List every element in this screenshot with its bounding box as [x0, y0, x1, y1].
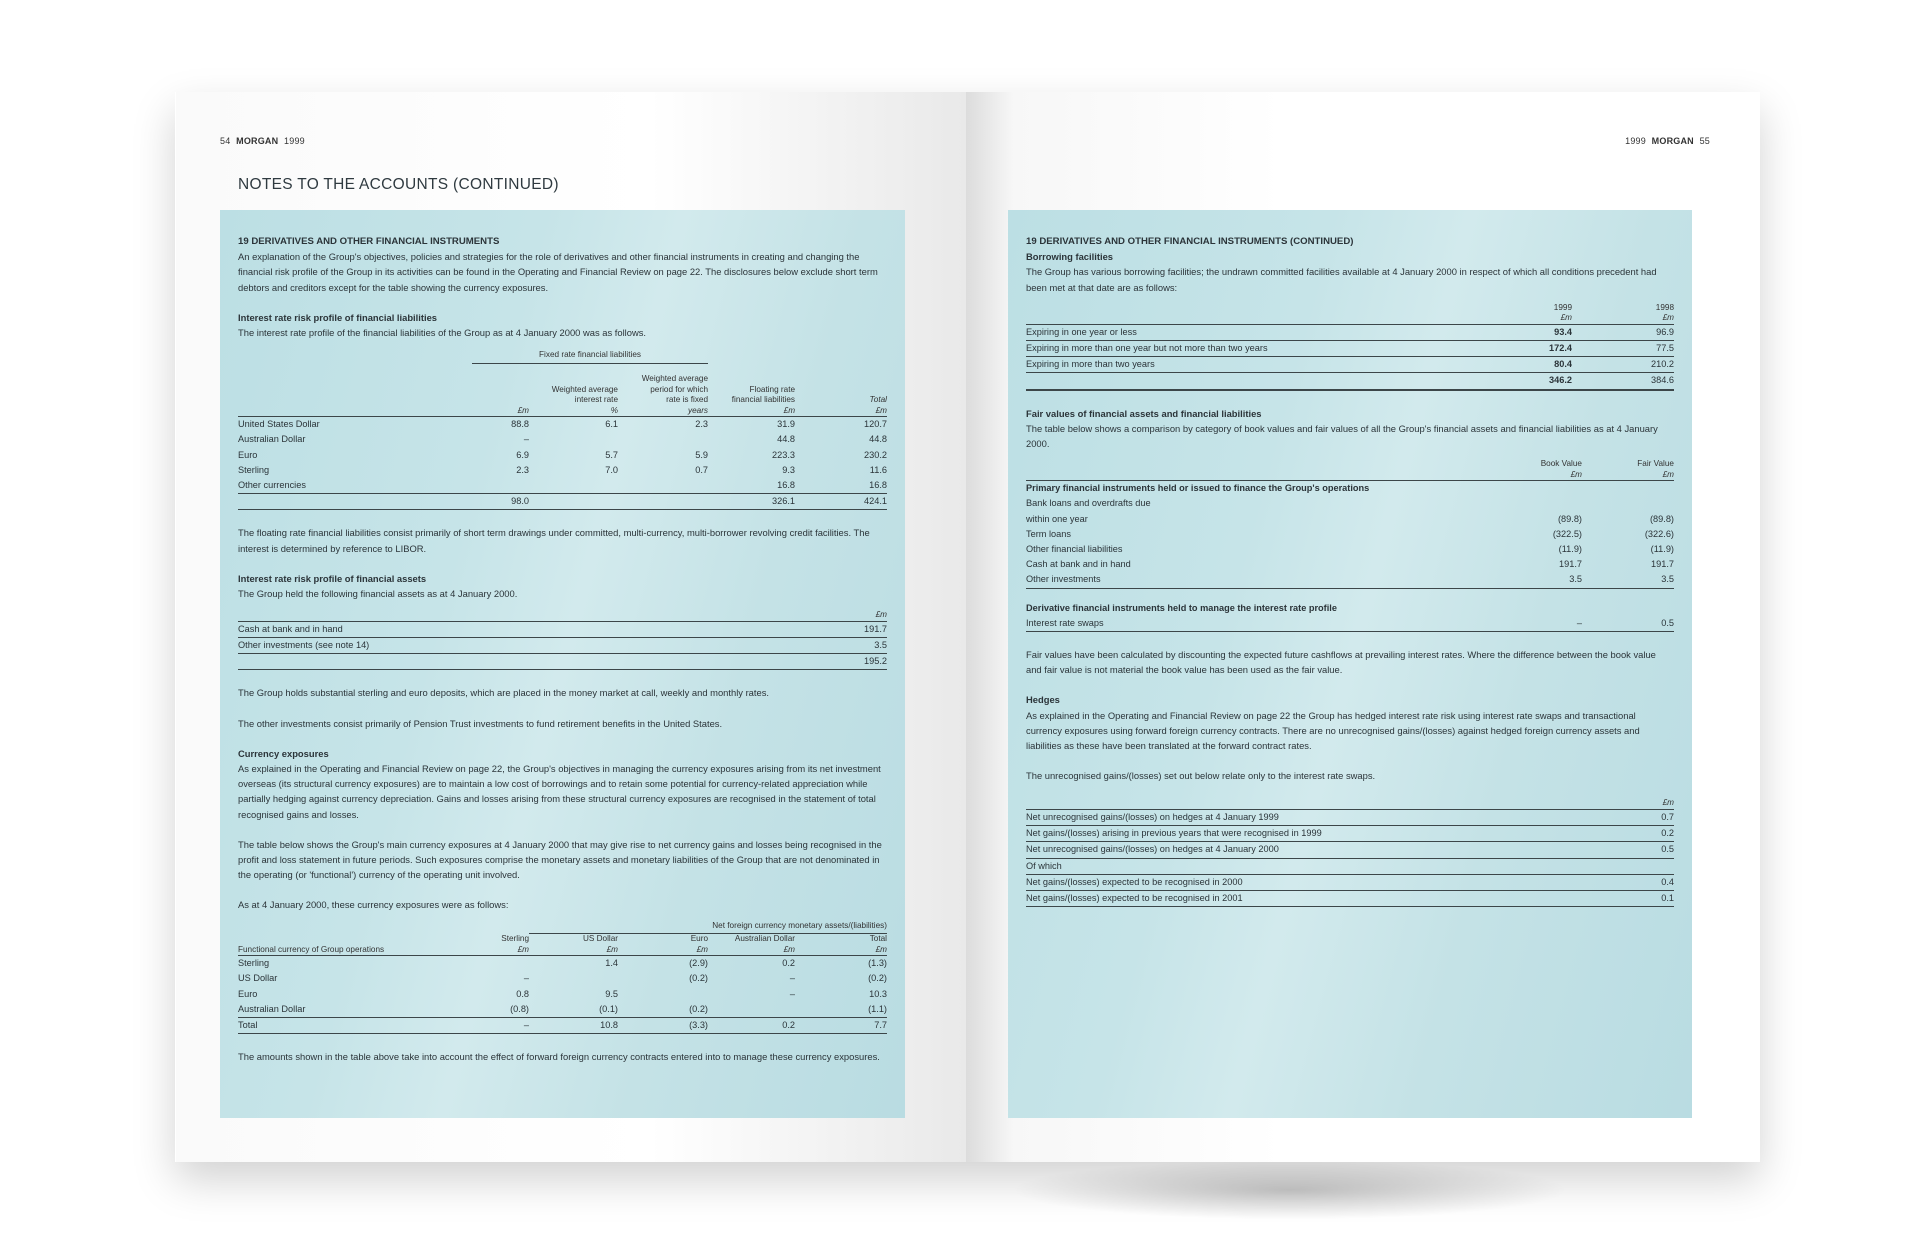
liabilities-table — [238, 350, 887, 510]
currency-body — [238, 956, 887, 1034]
book-value: (322.5) — [1552, 528, 1582, 539]
liabilities-header-row — [238, 363, 887, 417]
borrowing-total-row — [1026, 373, 1674, 390]
gains-value: 0.5 — [1661, 844, 1674, 855]
report-year: 1999 — [1625, 136, 1646, 146]
gains-unit: £m — [1662, 798, 1674, 808]
assets-row — [238, 637, 887, 653]
currency-value — [708, 1002, 795, 1018]
liabilities-value — [529, 478, 618, 494]
currency-label: United States Dollar — [238, 419, 320, 430]
liabilities-value: 44.8 — [869, 434, 887, 445]
borrowing-column-header: 1998 £m — [1655, 302, 1674, 323]
asset-value: 191.7 — [864, 623, 887, 634]
fair-values-row — [1026, 542, 1674, 557]
currency-row — [238, 1002, 887, 1018]
liabilities-value: 5.7 — [605, 449, 618, 460]
functional-currency-label: Sterling — [238, 958, 270, 969]
report-year: 1999 — [284, 136, 305, 146]
fair-values-label: Other financial liabilities — [1026, 544, 1123, 555]
borrowing-intro: The Group has various borrowing facilities; the undrawn committed facilities available at 4 January 2000 in respect of which all conditions precedent had been met at that date are as follows: — [1026, 266, 1657, 293]
liabilities-value: 7.0 — [605, 464, 618, 475]
of-which-row — [1026, 874, 1674, 890]
currency-header-row — [238, 934, 887, 956]
fair-values-label: Cash at bank and in hand — [1026, 559, 1131, 570]
liabilities-intro: The interest rate profile of the financial liabilities of the Group as at 4 January 2000 was as follows. — [238, 327, 647, 339]
fair-value: (89.8) — [1649, 513, 1674, 524]
notes-content — [238, 234, 887, 1064]
liabilities-total-row — [238, 494, 887, 510]
liabilities-value: 5.9 — [695, 449, 709, 460]
currency-column-header: US Dollar £m — [529, 934, 618, 956]
hedges-heading: Hedges — [1026, 694, 1060, 706]
derivative-body — [1026, 616, 1674, 632]
liabilities-column-header: £m — [472, 363, 529, 417]
assets-table — [238, 610, 887, 670]
deposits-note: The Group holds substantial sterling and euro deposits, which are placed in the money market at call, weekly and monthly rates. — [238, 687, 770, 699]
floating-rate-note: The floating rate financial liabilities consist primarily of short term drawings under committed, multi-currency, multi-borrower revolving credit facilities. The interest is determined by reference to LIBOR. — [238, 527, 870, 554]
currency-paragraph-3: As at 4 January 2000, these currency exposures were as follows: — [238, 899, 509, 911]
fair-values-column-header: Book Value £m — [1540, 459, 1582, 479]
borrowing-column-header: 1999 £m — [1553, 302, 1572, 323]
currency-total-row — [238, 1017, 887, 1033]
currency-total-value: 7.7 — [874, 1019, 887, 1030]
fair-values-row — [1026, 527, 1674, 542]
functional-currency-label: Australian Dollar — [238, 1003, 306, 1014]
liabilities-row — [238, 463, 887, 478]
running-head-right — [1625, 136, 1710, 146]
liabilities-value: 2.3 — [695, 419, 709, 430]
currency-label: Other currencies — [238, 480, 306, 491]
currency-group-header: Net foreign currency monetary assets/(liabilities) — [529, 921, 887, 934]
currency-value: – — [523, 973, 529, 984]
currency-column-header: Sterling £m — [472, 934, 529, 956]
currency-value — [618, 987, 708, 1002]
fair-values-header-row — [1026, 459, 1674, 481]
fair-values-column-header: Fair Value £m — [1637, 459, 1674, 479]
currency-label: Sterling — [238, 464, 270, 475]
borrowing-table — [1026, 303, 1674, 391]
investments-note: The other investments consist primarily of Pension Trust investments to fund retirement benefits in the United States. — [238, 717, 723, 729]
gains-row — [1026, 826, 1674, 842]
gains-value: 0.2 — [1661, 828, 1674, 839]
derivative-instruments-heading: Derivative financial instruments held to manage the interest rate profile — [1026, 602, 1337, 613]
currency-value: 9.5 — [605, 988, 618, 999]
book-value: (89.8) — [1557, 513, 1582, 524]
liabilities-value — [472, 478, 529, 494]
of-which-row — [1026, 891, 1674, 907]
liabilities-value: – — [523, 434, 529, 445]
borrowing-header-row — [1026, 303, 1674, 325]
book-value: – — [1576, 617, 1582, 628]
liabilities-column-header: Floating rate financial liabilities £m — [708, 363, 795, 417]
currency-total-value: (3.3) — [689, 1019, 708, 1030]
notes-content-continued — [1026, 234, 1674, 907]
liabilities-column-header: Total £m — [795, 363, 887, 417]
currency-label: Australian Dollar — [238, 434, 306, 445]
fair-values-table — [1026, 459, 1674, 632]
fair-values-body — [1026, 496, 1674, 588]
closing-note: The amounts shown in the table above take into account the effect of forward foreign currency contracts entered into to manage these currency exposures. — [238, 1051, 880, 1063]
liabilities-value — [618, 432, 708, 447]
gains-row — [1026, 842, 1674, 858]
assets-unit: £m — [875, 610, 887, 620]
gains-label: Net unrecognised gains/(losses) on hedges at 4 January 1999 — [1026, 811, 1279, 822]
currency-row — [238, 956, 887, 972]
currency-paragraph-1: As explained in the Operating and Financial Review on page 22, the Group's objectives in managing the currency exposures arising from its net investment overseas (its structural currency exposures) are to maintain a low cost of borrowings and to retain some potential for currency-related appreciation while partially hedging against currency depreciation. Gains and losses arising from these structural currency exposures are recognised in the statement of total recognised gains and losses. — [238, 762, 881, 820]
liabilities-total-value: 424.1 — [864, 496, 887, 507]
liabilities-value: 9.3 — [782, 464, 796, 475]
liabilities-row — [238, 417, 887, 433]
liabilities-value: 16.8 — [777, 480, 796, 491]
assets-heading: Interest rate risk profile of financial assets — [238, 572, 427, 584]
borrowing-value-1999: 80.4 — [1554, 359, 1572, 370]
gains-table — [1026, 798, 1674, 907]
fair-value: (322.6) — [1644, 528, 1674, 539]
of-which-value: 0.4 — [1661, 876, 1674, 887]
currency-value: (2.9) — [689, 958, 708, 969]
functional-currency-header: Functional currency of Group operations — [238, 934, 472, 956]
fair-value: 0.5 — [1661, 617, 1674, 628]
of-which-label: Net gains/(losses) expected to be recognised in 2001 — [1026, 893, 1243, 903]
assets-body — [238, 621, 887, 653]
liabilities-row — [238, 432, 887, 447]
gains-label: Net gains/(losses) arising in previous years that were recognised in 1999 — [1026, 828, 1322, 839]
currency-row — [238, 987, 887, 1002]
borrowing-label: Expiring in one year or less — [1026, 326, 1137, 337]
derivative-row — [1026, 616, 1674, 632]
currency-column-header: Total £m — [795, 934, 887, 956]
fair-values-label: Bank loans and overdrafts due — [1026, 498, 1151, 509]
borrowing-total-1999: 346.2 — [1549, 375, 1572, 386]
liabilities-value — [529, 432, 618, 447]
borrowing-value-1998: 210.2 — [1651, 359, 1674, 370]
borrowing-value-1998: 77.5 — [1656, 343, 1674, 354]
currency-column-header: Australian Dollar £m — [708, 934, 795, 956]
fair-values-heading: Fair values of financial assets and financial liabilities — [1026, 407, 1262, 419]
asset-label: Cash at bank and in hand — [238, 623, 343, 634]
liabilities-heading: Interest rate risk profile of financial liabilities — [238, 311, 438, 323]
currency-value: (0.1) — [599, 1003, 618, 1014]
gains-body — [1026, 809, 1674, 858]
notes-panel-continued — [1008, 210, 1692, 1118]
hedges-paragraph: As explained in the Operating and Financial Review on page 22 the Group has hedged interest rate risk using interest rate swaps and transactional currency exposures using forward foreign currency contracts. There are no unrecognised gains/(losses) against hedged foreign currency assets and liabilities as these have been translated at the forward contract rates. — [1026, 709, 1640, 752]
liabilities-value: 16.8 — [869, 480, 887, 491]
liabilities-body — [238, 417, 887, 510]
book-value — [1496, 496, 1582, 511]
liabilities-column-header: Weighted average interest rate % — [529, 363, 618, 417]
liabilities-column-header: Weighted average period for which rate is fixed years — [618, 363, 708, 417]
borrowing-body — [1026, 324, 1674, 389]
page-number: 55 — [1699, 136, 1710, 146]
asset-value: 3.5 — [874, 639, 887, 650]
currency-label: Euro — [238, 449, 258, 460]
left-page — [176, 92, 966, 1162]
liabilities-value: 11.6 — [869, 464, 887, 475]
book-value: (11.9) — [1558, 544, 1582, 555]
assets-intro: The Group held the following financial assets as at 4 January 2000. — [238, 588, 518, 600]
section-heading-continued: 19 DERIVATIVES AND OTHER FINANCIAL INSTRUMENTS (CONTINUED) — [1026, 236, 1354, 247]
fair-values-row — [1026, 512, 1674, 527]
fair-value — [1582, 496, 1674, 511]
liabilities-value: 2.3 — [516, 464, 529, 475]
fair-value: 3.5 — [1661, 574, 1674, 585]
currency-total-value: Total — [238, 1019, 258, 1030]
fair-values-row — [1026, 572, 1674, 588]
of-which-value: 0.1 — [1661, 893, 1674, 903]
currency-total-value: 10.8 — [600, 1019, 618, 1030]
liabilities-row — [238, 448, 887, 463]
currency-value — [529, 971, 618, 986]
liabilities-total-value — [238, 494, 472, 510]
book-value: 3.5 — [1569, 574, 1582, 585]
currency-value: (0.8) — [510, 1003, 529, 1014]
currency-value — [472, 956, 529, 972]
currency-value: (1.3) — [868, 958, 887, 969]
functional-currency-label: US Dollar — [238, 973, 278, 984]
section-heading: 19 DERIVATIVES AND OTHER FINANCIAL INSTRUMENTS — [238, 236, 500, 247]
liabilities-total-value — [618, 494, 708, 510]
gains-label: Net unrecognised gains/(losses) on hedges at 4 January 2000 — [1026, 844, 1279, 855]
hedges-note: The unrecognised gains/(losses) set out below relate only to the interest rate swaps. — [1026, 770, 1376, 782]
liabilities-row — [238, 478, 887, 494]
currency-total-value: 0.2 — [782, 1019, 795, 1030]
primary-instruments-heading: Primary financial instruments held or issued to finance the Group's operations — [1026, 483, 1370, 494]
notes-panel — [220, 210, 905, 1118]
borrowing-row — [1026, 324, 1674, 340]
liabilities-value: 0.7 — [695, 464, 709, 475]
asset-label: Other investments (see note 14) — [238, 639, 370, 650]
liabilities-value: 44.8 — [777, 434, 796, 445]
fair-value: (11.9) — [1650, 544, 1674, 555]
currency-row — [238, 971, 887, 986]
borrowing-label: Expiring in more than two years — [1026, 359, 1155, 370]
borrowing-value-1999: 93.4 — [1554, 326, 1572, 337]
book-value: 191.7 — [1559, 559, 1582, 570]
drop-shadow — [1010, 1160, 1570, 1220]
of-which-label: Of which — [1026, 860, 1062, 871]
liabilities-value: 230.2 — [864, 449, 887, 460]
borrowing-row — [1026, 357, 1674, 373]
liabilities-value: 6.9 — [516, 449, 529, 460]
gains-value: 0.7 — [1661, 811, 1674, 822]
fair-value: 191.7 — [1651, 559, 1674, 570]
liabilities-total-value — [529, 494, 618, 510]
currency-total-value: – — [523, 1019, 529, 1030]
functional-currency-label: Euro — [238, 988, 258, 999]
currency-value: – — [789, 988, 795, 999]
fair-values-label: Term loans — [1026, 528, 1071, 539]
borrowing-value-1999: 172.4 — [1549, 343, 1572, 354]
currency-value: 10.3 — [869, 988, 887, 999]
currency-value: (0.2) — [689, 1003, 708, 1014]
currency-table — [238, 921, 887, 1035]
liabilities-value — [618, 478, 708, 494]
brand-name: MORGAN — [1651, 136, 1694, 146]
gains-row — [1026, 809, 1674, 825]
borrowing-heading: Borrowing facilities — [1026, 251, 1113, 263]
borrowing-total-1998: 384.6 — [1651, 375, 1674, 386]
fair-values-label: Other investments — [1026, 574, 1101, 585]
page-number: 54 — [220, 136, 231, 146]
currency-value: – — [789, 973, 795, 984]
currency-heading: Currency exposures — [238, 747, 329, 759]
derivative-label: Interest rate swaps — [1026, 617, 1104, 628]
page-title: NOTES TO THE ACCOUNTS (CONTINUED) — [238, 176, 559, 193]
fair-values-label: within one year — [1026, 513, 1088, 524]
liabilities-value: 120.7 — [864, 419, 887, 430]
liabilities-value: 88.8 — [511, 419, 529, 430]
fair-values-row — [1026, 557, 1674, 572]
currency-value: 1.4 — [605, 958, 618, 969]
currency-value: 0.8 — [516, 988, 529, 999]
right-page — [966, 92, 1758, 1162]
borrowing-total-label — [1026, 373, 1496, 390]
borrowing-value-1998: 96.9 — [1656, 326, 1674, 337]
liabilities-value: 223.3 — [772, 449, 796, 460]
brand-name: MORGAN — [236, 136, 279, 146]
liabilities-total-value: 326.1 — [772, 496, 796, 507]
currency-value: (0.2) — [689, 973, 708, 984]
assets-total: 195.2 — [864, 656, 887, 667]
of-which-body — [1026, 874, 1674, 906]
borrowing-label: Expiring in more than one year but not more than two years — [1026, 343, 1268, 354]
currency-value: 0.2 — [782, 958, 795, 969]
assets-row — [238, 621, 887, 637]
currency-paragraph-2: The table below shows the Group's main currency exposures at 4 January 2000 that may give rise to net currency gains and losses being recognised in the profit and loss statement in future periods. Such exposures comprise the monetary assets and monetary liabilities of the Group that are not denominated in the operating (or 'functional') currency of the operating unit involved. — [238, 838, 882, 881]
fair-values-intro: The table below shows a comparison by category of book values and fair values of all the Group's financial assets and financial liabilities as at 4 January 2000. — [1026, 422, 1658, 450]
fair-values-note: Fair values have been calculated by discounting the expected future cashflows at prevailing interest rates. Where the difference between the book value and fair value is not material the book value has been used as the fair value. — [1026, 649, 1656, 676]
borrowing-row — [1026, 341, 1674, 357]
fixed-rate-group-header: Fixed rate financial liabilities — [472, 350, 708, 363]
currency-column-header: Euro £m — [618, 934, 708, 956]
currency-value: (0.2) — [868, 973, 887, 984]
intro-paragraph: An explanation of the Group's objectives, policies and strategies for the role of derivatives and other financial instruments in creating and changing the financial risk profile of the Group in its activities can be found in the Operating and Financial Review on page 22. The disclosures below exclude short term debtors and creditors except for the table showing the currency exposures. — [238, 251, 878, 293]
currency-value: (1.1) — [868, 1003, 887, 1014]
of-which-label: Net gains/(losses) expected to be recognised in 2000 — [1026, 876, 1243, 887]
running-head-left — [220, 136, 305, 146]
fair-values-row — [1026, 496, 1674, 511]
liabilities-value: 31.9 — [777, 419, 796, 430]
liabilities-value: 6.1 — [605, 419, 618, 430]
liabilities-total-value: 98.0 — [511, 496, 529, 507]
